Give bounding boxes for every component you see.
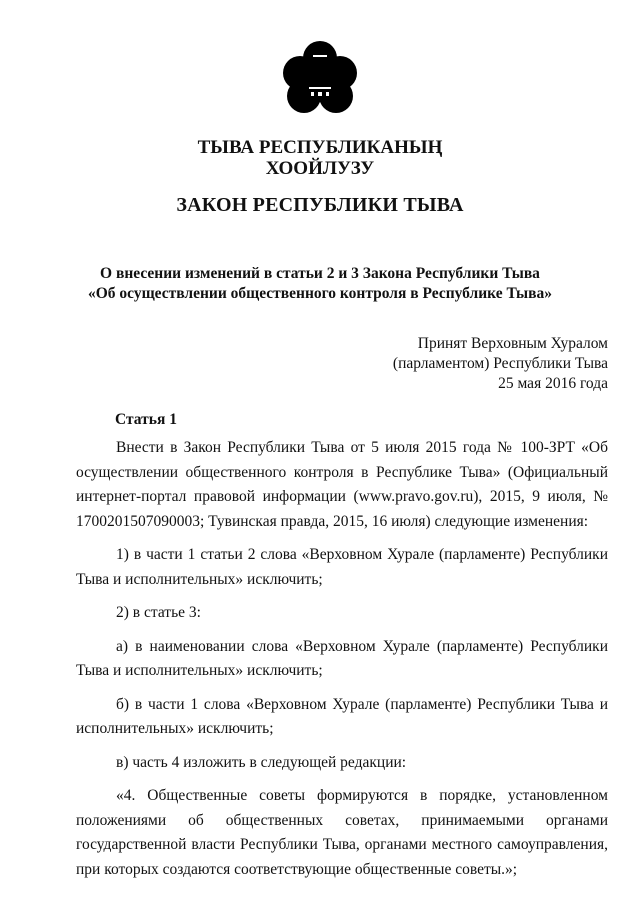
adoption-date: 25 мая 2016 года [498,375,608,392]
article-paragraph: Внести в Закон Республики Тыва от 5 июля 2015 года № 100-ЗРТ «Об осуществлении общественного контроля в Республике Тыва» (Официальный интернет-портал правовой информации (www.pravo.gov.ru), 2015, 9 июля, № 1700201507090003; Тувинская правда, 2015, 16 июля) следующие изменения: [76,439,608,530]
article-heading: Статья 1 [115,411,177,428]
article-paragraph: 1) в части 1 статьи 2 слова «Верховном Хурале (парламенте) Республики Тыва и исполнительных» исключить; [76,546,608,588]
republic-title [0,137,640,179]
republic-title-line2: ХООЙЛУЗУ [265,158,375,179]
adoption-line1: Принят Верховным Хуралом [417,335,608,352]
emblem-icon [280,40,360,120]
article-paragraph: 2) в статье 3: [116,604,201,621]
law-subject [0,264,640,304]
law-title: ЗАКОН РЕСПУБЛИКИ ТЫВА [176,194,464,216]
adoption-line2: (парламентом) Республики Тыва [392,355,608,372]
article-paragraph: «4. Общественные советы формируются в порядке, установленном положениями об общественных советах, принимаемыми органами государственной власти Республики Тыва, органами местного самоуправления, при которых создаются соответствующие общественные советы.»; [76,787,608,878]
law-subject-line2: «Об осуществлении общественного контроля в Республике Тыва» [87,285,553,302]
article-paragraph: б) в части 1 слова «Верховном Хурале (парламенте) Республики Тыва и исполнительных» исключить; [76,695,608,737]
article-paragraph: а) в наименовании слова «Верховном Хурале (парламенте) Республики Тыва и исполнительных» исключить; [76,637,608,679]
law-subject-line1: О внесении изменений в статьи 2 и 3 Закона Республики Тыва [100,265,540,282]
republic-title-line1: ТЫВА РЕСПУБЛИКАНЫҢ [197,137,443,158]
adoption-note [393,334,608,394]
article-body [76,436,608,891]
article-paragraph: в) часть 4 изложить в следующей редакции: [116,753,407,771]
